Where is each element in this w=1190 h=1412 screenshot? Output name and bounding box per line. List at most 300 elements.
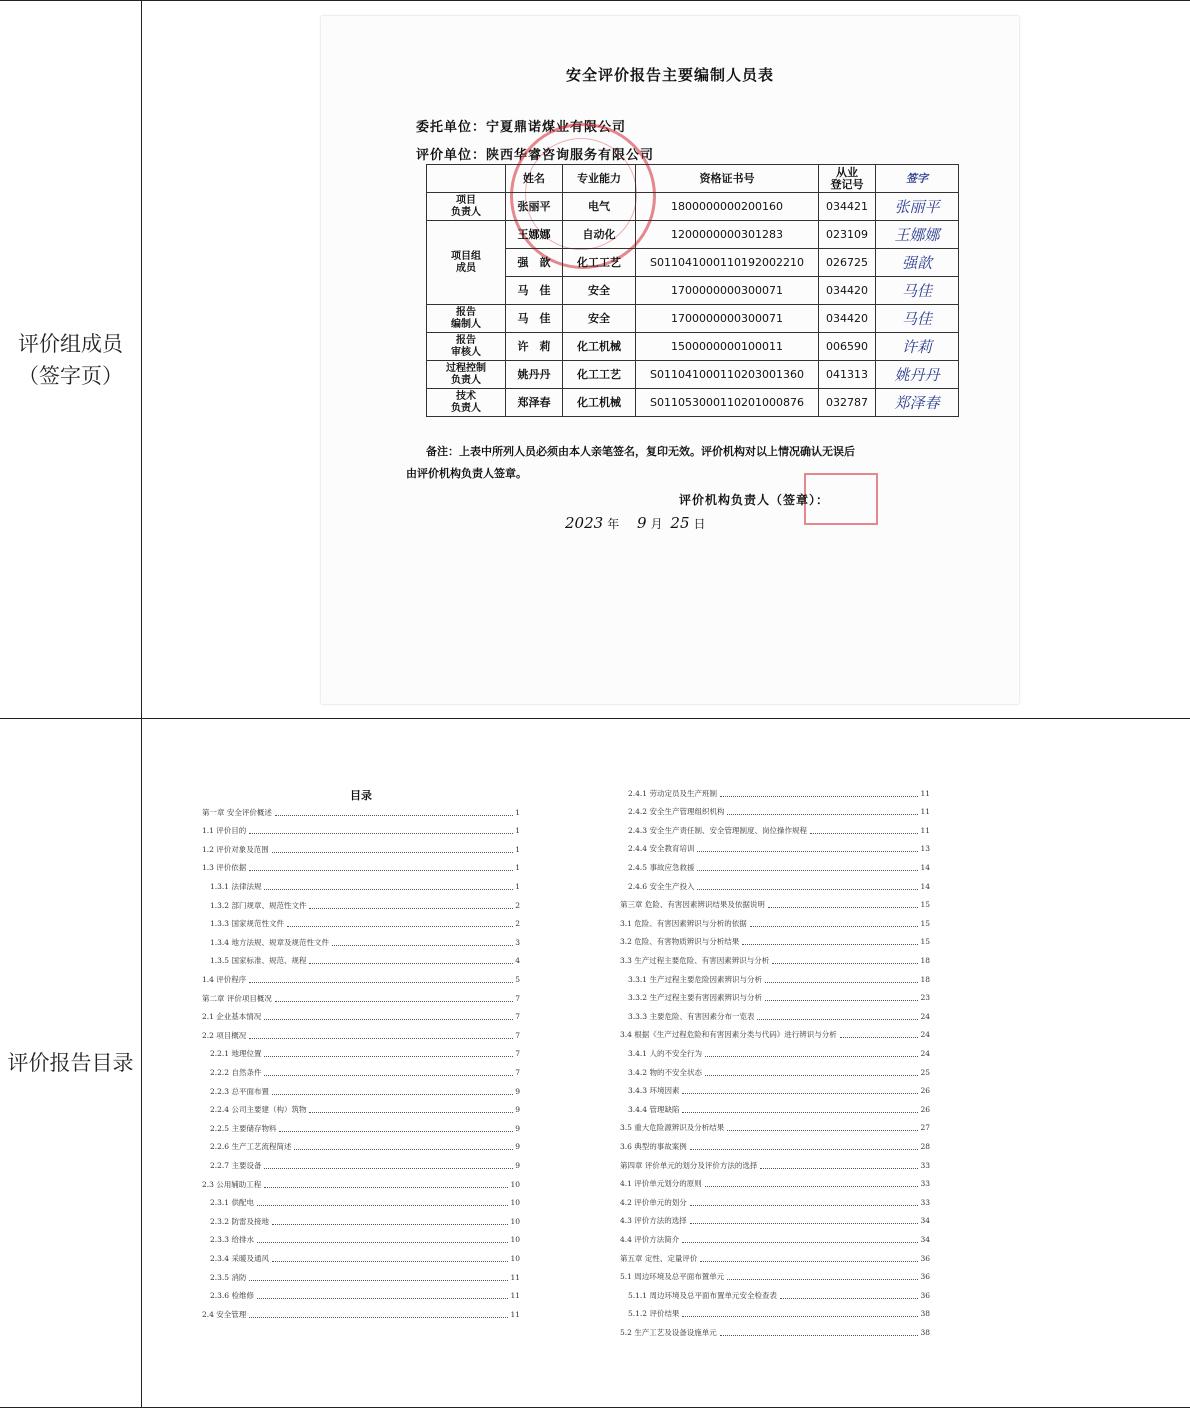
table-cell: 006590 xyxy=(819,333,876,361)
toc-leader-dots xyxy=(697,883,918,890)
toc-entry xyxy=(210,936,520,948)
toc-entry-page: 1 xyxy=(515,826,520,836)
toc-leader-dots xyxy=(275,809,513,816)
toc-leader-dots xyxy=(272,1088,513,1095)
signature-page-image xyxy=(321,16,1019,704)
toc-entry-page: 26 xyxy=(920,1104,930,1114)
row-label-line: 评价组成员 xyxy=(18,331,123,356)
toc-leader-dots xyxy=(742,938,918,945)
toc-entry-title: 3.6 典型的事故案例 xyxy=(620,1141,687,1151)
toc-leader-dots xyxy=(682,1106,918,1113)
toc-entry-title: 2.2.6 生产工艺流程简述 xyxy=(210,1142,292,1152)
toc-leader-dots xyxy=(249,1311,508,1318)
toc-leader-dots xyxy=(727,1124,918,1131)
table-cell: 032787 xyxy=(819,389,876,417)
table-row xyxy=(427,277,959,305)
toc-entry xyxy=(620,936,930,948)
toc-leader-dots xyxy=(697,845,918,852)
toc-entry-title: 2.2 项目概况 xyxy=(202,1030,247,1040)
toc-entry xyxy=(210,880,520,892)
toc-entry-page: 7 xyxy=(515,993,520,1003)
role-cell: 报告 编制人 xyxy=(427,305,506,333)
toc-entry-title: 3.2 危险、有害物质辨识与分析结果 xyxy=(620,937,740,947)
toc-leader-dots xyxy=(264,1050,513,1057)
toc-entry xyxy=(620,1252,930,1264)
toc-entry-page: 26 xyxy=(920,1086,930,1096)
toc-entry-page: 33 xyxy=(920,1179,930,1189)
toc-leader-dots xyxy=(760,1162,918,1169)
toc-entry-page: 15 xyxy=(920,918,930,928)
toc-entry-page: 38 xyxy=(920,1327,930,1337)
toc-entry-title: 2.3.1 供配电 xyxy=(210,1198,254,1208)
table-row xyxy=(427,389,959,417)
table-cell: 034420 xyxy=(819,305,876,333)
toc-entry xyxy=(628,1010,930,1022)
toc-entry-title: 2.4.2 安全生产管理组织机构 xyxy=(628,807,725,817)
toc-entry-title: 第一章 安全评价概述 xyxy=(202,807,272,817)
table-cell: 1700000000300071 xyxy=(636,305,819,333)
toc-entry-page: 36 xyxy=(920,1253,930,1263)
toc-entry xyxy=(628,880,930,892)
table-cell: 姚丹丹 xyxy=(506,361,563,389)
table-cell: 化工机械 xyxy=(563,333,636,361)
toc-leader-dots xyxy=(768,901,919,908)
toc-leader-dots xyxy=(840,1031,919,1038)
toc-leader-dots xyxy=(309,1106,513,1113)
toc-leader-dots xyxy=(690,1199,919,1206)
toc-entry-title: 2.4.6 安全生产投入 xyxy=(628,881,695,891)
toc-entry-title: 2.4.4 安全教育培训 xyxy=(628,844,695,854)
table-row xyxy=(427,333,959,361)
toc-entry-page: 7 xyxy=(515,1049,520,1059)
toc-entry-title: 第二章 评价项目概况 xyxy=(202,993,272,1003)
table-cell: 026725 xyxy=(819,249,876,277)
toc-entry-page: 15 xyxy=(920,900,930,910)
evaluator-line: 评价单位：陕西华睿咨询服务有限公司 xyxy=(416,148,655,163)
toc-leader-dots xyxy=(332,939,513,946)
signature-cell: 许莉 xyxy=(876,333,959,361)
toc-entry-page: 11 xyxy=(920,825,930,835)
table-row xyxy=(427,193,959,221)
toc-entry xyxy=(628,1085,930,1097)
toc-entry-title: 3.5 重大危险源辨识及分析结果 xyxy=(620,1123,725,1133)
table-row xyxy=(427,305,959,333)
table-cell: 强 歆 xyxy=(506,249,563,277)
table-cell: S011041000110203001360 xyxy=(636,361,819,389)
toc-entry-page: 4 xyxy=(515,956,520,966)
table-cell: 041313 xyxy=(819,361,876,389)
toc-entry-page: 27 xyxy=(920,1123,930,1133)
toc-entry-title: 2.4.5 事故应急救援 xyxy=(628,862,695,872)
toc-entry-title: 1.3.2 部门规章、规范性文件 xyxy=(210,900,307,910)
toc-entry-title: 3.1 危险、有害因素辨识与分析的依据 xyxy=(620,918,747,928)
toc-entry xyxy=(210,955,520,967)
toc-entry-page: 9 xyxy=(515,1160,520,1170)
toc-leader-dots xyxy=(765,994,918,1001)
toc-leader-dots xyxy=(272,846,513,853)
toc-entry-page: 14 xyxy=(920,862,930,872)
toc-left-column xyxy=(202,806,520,1326)
toc-entry-page: 28 xyxy=(920,1141,930,1151)
toc-entry xyxy=(628,806,930,818)
toc-leader-dots xyxy=(264,1162,513,1169)
toc-entry xyxy=(620,1178,930,1190)
toc-leader-dots xyxy=(772,957,918,964)
toc-entry xyxy=(628,1308,930,1320)
toc-entry-page: 24 xyxy=(920,1011,930,1021)
toc-leader-dots xyxy=(257,1292,508,1299)
toc-leader-dots xyxy=(257,1199,508,1206)
toc-entry-page: 11 xyxy=(510,1309,520,1319)
toc-entry xyxy=(628,1103,930,1115)
toc-entry-title: 1.1 评价目的 xyxy=(202,826,247,836)
sign-page-title: 安全评价报告主要编制人员表 xyxy=(565,66,774,84)
toc-leader-dots xyxy=(727,808,918,815)
toc-entry-page: 10 xyxy=(510,1235,520,1245)
toc-leader-dots xyxy=(700,1255,918,1262)
toc-entry-title: 2.4.1 劳动定员及生产班制 xyxy=(628,788,717,798)
role-cell: 过程控制 负责人 xyxy=(427,361,506,389)
toc-entry-title: 4.4 评价方法简介 xyxy=(620,1234,680,1244)
date-year: 2023 xyxy=(565,514,604,532)
toc-entry-title: 5.1.2 评价结果 xyxy=(628,1309,680,1319)
table-header-cell: 签字 xyxy=(876,165,959,193)
toc-entry-page: 3 xyxy=(515,937,520,947)
table-border-top xyxy=(0,0,1190,1)
table-header-cell: 姓名 xyxy=(506,165,563,193)
signature-cell: 姚丹丹 xyxy=(876,361,959,389)
toc-entry-title: 2.2.3 总平面布置 xyxy=(210,1086,269,1096)
toc-entry-title: 2.1 企业基本情况 xyxy=(202,1012,262,1022)
toc-title: 目录 xyxy=(350,789,372,802)
toc-entry-page: 13 xyxy=(920,844,930,854)
toc-entry xyxy=(620,954,930,966)
toc-leader-dots xyxy=(294,1143,513,1150)
toc-leader-dots xyxy=(727,1273,918,1280)
toc-leader-dots xyxy=(690,1143,919,1150)
toc-entry-page: 11 xyxy=(920,788,930,798)
table-cell: S011053000110201000876 xyxy=(636,389,819,417)
date-day-unit: 日 xyxy=(693,517,706,531)
toc-leader-dots xyxy=(705,1180,919,1187)
toc-leader-dots xyxy=(750,920,919,927)
toc-leader-dots xyxy=(272,1218,508,1225)
table-cell: 安全 xyxy=(563,277,636,305)
table-row xyxy=(427,361,959,389)
toc-entry-title: 3.4.1 人的不安全行为 xyxy=(628,1048,702,1058)
toc-entry xyxy=(628,824,930,836)
toc-entry-page: 9 xyxy=(515,1086,520,1096)
toc-entry xyxy=(210,1290,520,1302)
signature-cell: 马佳 xyxy=(876,277,959,305)
toc-leader-dots xyxy=(275,995,513,1002)
toc-leader-dots xyxy=(264,1181,508,1188)
toc-entry-page: 34 xyxy=(920,1234,930,1244)
signature-cell: 张丽平 xyxy=(876,193,959,221)
toc-entry-page: 5 xyxy=(515,974,520,984)
toc-leader-dots xyxy=(720,1329,919,1336)
table-cell: 034421 xyxy=(819,193,876,221)
note xyxy=(406,441,996,485)
table-column-divider xyxy=(141,0,142,1408)
toc-entry-title: 5.1 周边环境及总平面布置单元 xyxy=(620,1272,725,1282)
date-month-unit: 月 xyxy=(650,517,663,531)
toc-entry-page: 1 xyxy=(515,863,520,873)
table-cell: 郑泽春 xyxy=(506,389,563,417)
role-cell: 技术 负责人 xyxy=(427,389,506,417)
toc-entry-title: 3.4 根据《生产过程危险和有害因素分类与代码》进行辨识与分析 xyxy=(620,1030,837,1040)
table-cell: 1700000000300071 xyxy=(636,277,819,305)
table-cell: 电气 xyxy=(563,193,636,221)
toc-entry-title: 4.1 评价单元划分的原则 xyxy=(620,1179,702,1189)
toc-leader-dots xyxy=(780,1292,918,1299)
toc-entry-title: 2.2.4 公司主要建（构）筑物 xyxy=(210,1105,307,1115)
toc-entry-page: 18 xyxy=(920,974,930,984)
table-row xyxy=(427,221,959,249)
toc-entry-title: 3.4.4 管理缺陷 xyxy=(628,1104,680,1114)
toc-entry xyxy=(620,1159,930,1171)
toc-entry xyxy=(210,1048,520,1060)
toc-entry xyxy=(210,1215,520,1227)
toc-entry xyxy=(628,1289,930,1301)
toc-entry-title: 5.2 生产工艺及设备设施单元 xyxy=(620,1327,717,1337)
toc-entry xyxy=(210,1159,520,1171)
row-label-line: 评价报告目录 xyxy=(7,1051,134,1075)
toc-entry xyxy=(210,1066,520,1078)
table-cell: 1800000000200160 xyxy=(636,193,819,221)
table-cell: 张丽平 xyxy=(506,193,563,221)
toc-entry xyxy=(210,918,520,930)
date-year-unit: 年 xyxy=(607,517,620,531)
toc-entry xyxy=(620,1233,930,1245)
toc-entry xyxy=(202,825,520,837)
toc-entry-page: 11 xyxy=(510,1291,520,1301)
date-month: 9 xyxy=(637,514,647,532)
table-cell: 化工工艺 xyxy=(563,361,636,389)
toc-entry-page: 15 xyxy=(920,937,930,947)
toc-entry-page: 24 xyxy=(920,1030,930,1040)
toc-entry-page: 1 xyxy=(515,844,520,854)
toc-leader-dots xyxy=(264,1013,513,1020)
toc-leader-dots xyxy=(720,790,918,797)
toc-leader-dots xyxy=(249,976,513,983)
toc-entry xyxy=(202,1178,520,1190)
toc-leader-dots xyxy=(249,864,513,871)
toc-entry-page: 9 xyxy=(515,1105,520,1115)
role-cell: 报告 审核人 xyxy=(427,333,506,361)
toc-entry xyxy=(620,899,930,911)
table-cell: 023109 xyxy=(819,221,876,249)
toc-entry xyxy=(202,862,520,874)
role-cell: 项目 负责人 xyxy=(427,193,506,221)
toc-entry xyxy=(628,843,930,855)
toc-entry-page: 25 xyxy=(920,1067,930,1077)
toc-entry-title: 3.3.1 生产过程主要危险因素辨识与分析 xyxy=(628,974,762,984)
toc-entry-page: 7 xyxy=(515,1012,520,1022)
toc-entry xyxy=(620,1196,930,1208)
toc-entry xyxy=(210,1234,520,1246)
toc-entry-page: 7 xyxy=(515,1030,520,1040)
table-cell: 1200000000301283 xyxy=(636,221,819,249)
toc-entry xyxy=(620,1271,930,1283)
table-header-cell: 从业 登记号 xyxy=(819,165,876,193)
toc-entry-page: 14 xyxy=(920,881,930,891)
toc-entry-title: 4.3 评价方法的选择 xyxy=(620,1216,687,1226)
toc-entry-title: 2.3.6 检维修 xyxy=(210,1291,254,1301)
toc-entry-title: 2.2.7 主要设备 xyxy=(210,1160,262,1170)
toc-entry-title: 3.3 生产过程主要危险、有害因素辨识与分析 xyxy=(620,955,770,965)
toc-entry xyxy=(620,1029,930,1041)
toc-entry xyxy=(628,861,930,873)
toc-leader-dots xyxy=(697,864,918,871)
table-cell: 化工机械 xyxy=(563,389,636,417)
toc-leader-dots xyxy=(757,1013,918,1020)
toc-leader-dots xyxy=(682,1310,918,1317)
table-row-divider xyxy=(0,718,1190,719)
toc-entry-title: 1.3.1 法律法规 xyxy=(210,881,262,891)
toc-entry-page: 9 xyxy=(515,1142,520,1152)
toc-leader-dots xyxy=(249,1274,508,1281)
table-cell: 许 莉 xyxy=(506,333,563,361)
toc-leader-dots xyxy=(705,1069,918,1076)
toc-leader-dots xyxy=(690,1217,919,1224)
toc-entry xyxy=(210,1122,520,1134)
toc-entry xyxy=(202,1011,520,1023)
table-cell: 马 佳 xyxy=(506,305,563,333)
toc-entry xyxy=(628,1047,930,1059)
toc-entry-title: 2.3.5 消防 xyxy=(210,1272,247,1282)
toc-entry xyxy=(628,787,930,799)
toc-entry-page: 18 xyxy=(920,955,930,965)
table-header-cell: 资格证书号 xyxy=(636,165,819,193)
toc-entry-title: 第三章 危险、有害因素辨识结果及依据说明 xyxy=(620,900,765,910)
toc-entry-title: 1.3.3 国家规范性文件 xyxy=(210,919,284,929)
toc-entry xyxy=(620,1326,930,1338)
toc-entry xyxy=(202,1029,520,1041)
toc-entry xyxy=(620,917,930,929)
toc-entry-page: 10 xyxy=(510,1253,520,1263)
toc-entry-title: 2.2.1 地理位置 xyxy=(210,1049,262,1059)
toc-entry-title: 2.3.2 防雷及接地 xyxy=(210,1216,269,1226)
table-cell: 安全 xyxy=(563,305,636,333)
toc-entry-page: 9 xyxy=(515,1123,520,1133)
toc-leader-dots xyxy=(287,920,513,927)
toc-entry xyxy=(620,1215,930,1227)
table-cell: 034420 xyxy=(819,277,876,305)
toc-entry xyxy=(628,992,930,1004)
table-cell: 王娜娜 xyxy=(506,221,563,249)
toc-entry-page: 10 xyxy=(510,1216,520,1226)
toc-entry xyxy=(202,806,520,818)
toc-entry-title: 1.3 评价依据 xyxy=(202,863,247,873)
toc-entry xyxy=(202,1308,520,1320)
toc-entry xyxy=(628,1066,930,1078)
note-line: 由评价机构负责人签章。 xyxy=(406,467,527,480)
toc-leader-dots xyxy=(705,1050,918,1057)
toc-entry xyxy=(210,1252,520,1264)
row-label-toc xyxy=(0,719,141,1407)
toc-right-column xyxy=(620,787,930,1347)
toc-entry-page: 38 xyxy=(920,1309,930,1319)
toc-entry-title: 2.4.3 安全生产责任制、安全管理制度、岗位操作规程 xyxy=(628,825,807,835)
note-line: 备注：上表中所列人员必须由本人亲笔签名，复印无效。评价机构对以上情况确认无误后 xyxy=(426,445,855,458)
toc-leader-dots xyxy=(272,1255,508,1262)
row-label-line: （签字页） xyxy=(18,363,123,388)
toc-leader-dots xyxy=(257,1236,508,1243)
staff-table xyxy=(426,164,959,417)
toc-leader-dots xyxy=(810,827,918,834)
toc-leader-dots xyxy=(309,957,513,964)
toc-entry-page: 33 xyxy=(920,1160,930,1170)
toc-entry xyxy=(620,1122,930,1134)
toc-entry-page: 11 xyxy=(920,807,930,817)
toc-entry xyxy=(210,1141,520,1153)
toc-entry-title: 2.3.3 给排水 xyxy=(210,1235,254,1245)
table-cell: 1500000000100011 xyxy=(636,333,819,361)
toc-entry-page: 34 xyxy=(920,1216,930,1226)
toc-entry-title: 1.3.4 地方法规、规章及规范性文件 xyxy=(210,937,329,947)
toc-entry-title: 5.1.1 周边环境及总平面布置单元安全检查表 xyxy=(628,1290,777,1300)
toc-leader-dots xyxy=(682,1087,918,1094)
toc-entry-page: 11 xyxy=(510,1272,520,1282)
toc-entry-page: 1 xyxy=(515,807,520,817)
toc-entry-title: 2.4 安全管理 xyxy=(202,1309,247,1319)
toc-entry xyxy=(620,1140,930,1152)
toc-entry-page: 33 xyxy=(920,1197,930,1207)
toc-leader-dots xyxy=(279,1125,513,1132)
toc-entry xyxy=(202,973,520,985)
toc-entry-title: 3.4.2 物的不安全状态 xyxy=(628,1067,702,1077)
toc-entry xyxy=(210,1104,520,1116)
toc-entry-page: 23 xyxy=(920,993,930,1003)
toc-entry-title: 2.3.4 采暖及通风 xyxy=(210,1253,269,1263)
responsible-label: 评价机构负责人（签章）： xyxy=(679,493,830,507)
toc-entry-title: 2.3 公用辅助工程 xyxy=(202,1179,262,1189)
signature-cell: 郑泽春 xyxy=(876,389,959,417)
toc-entry-title: 2.2.5 主要储存物料 xyxy=(210,1123,277,1133)
toc-entry xyxy=(628,973,930,985)
toc-leader-dots xyxy=(682,1236,918,1243)
table-border-bottom xyxy=(0,1407,1190,1408)
row-label-signature xyxy=(0,1,141,718)
toc-entry xyxy=(202,992,520,1004)
table-cell: 自动化 xyxy=(563,221,636,249)
toc-leader-dots xyxy=(264,883,513,890)
toc-entry-page: 2 xyxy=(515,919,520,929)
toc-entry-title: 3.3.2 生产过程主要有害因素辨识与分析 xyxy=(628,993,762,1003)
toc-entry-page: 7 xyxy=(515,1067,520,1077)
toc-entry-title: 3.4.3 环境因素 xyxy=(628,1086,680,1096)
toc-entry-title: 第五章 定性、定量评价 xyxy=(620,1253,698,1263)
toc-leader-dots xyxy=(264,1069,513,1076)
toc-entry xyxy=(202,843,520,855)
table-cell: S011041000110192002210 xyxy=(636,249,819,277)
toc-entry-page: 2 xyxy=(515,900,520,910)
toc-leader-dots xyxy=(249,827,513,834)
signature-cell: 强歆 xyxy=(876,249,959,277)
signature-cell: 马佳 xyxy=(876,305,959,333)
toc-entry-title: 3.3.3 主要危险、有害因素分布一览表 xyxy=(628,1011,755,1021)
role-cell: 项目组 成员 xyxy=(427,221,506,305)
client-line: 委托单位：宁夏鼎诺煤业有限公司 xyxy=(416,120,627,135)
toc-entry xyxy=(210,899,520,911)
toc-entry-title: 1.2 评价对象及范围 xyxy=(202,844,269,854)
toc-leader-dots xyxy=(249,1032,513,1039)
toc-entry-title: 4.2 评价单元的划分 xyxy=(620,1197,687,1207)
sign-date xyxy=(561,514,706,532)
table-corner-cell xyxy=(427,165,506,193)
signature-cell: 王娜娜 xyxy=(876,221,959,249)
